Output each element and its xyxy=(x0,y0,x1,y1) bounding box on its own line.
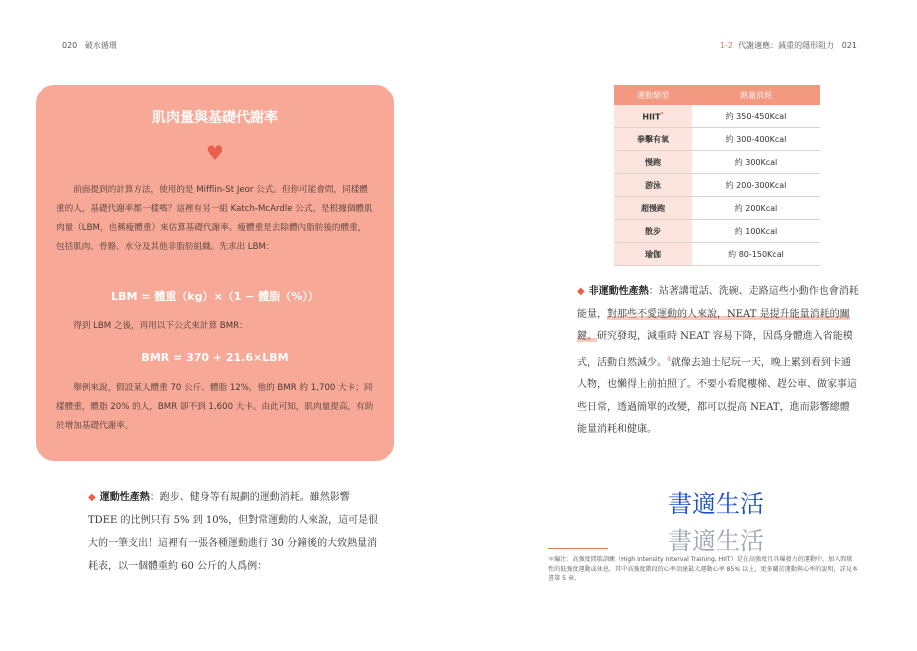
table-row xyxy=(614,151,820,174)
chapter-title: 代謝適應：減重的隱形阻力 xyxy=(738,41,835,50)
lbm-formula: LBM = 體重（kg）×（1 − 體脂（%）） xyxy=(111,290,319,303)
bullet-diamond-icon: ◆ xyxy=(88,492,96,503)
calorie-value: 約 300-400Kcal xyxy=(692,128,820,151)
exercise-type: 瑜伽 xyxy=(614,243,692,266)
exercise-type: 拳擊有氧 xyxy=(614,128,692,151)
exercise-type-label: HIIT xyxy=(642,112,661,122)
table-row xyxy=(614,105,820,128)
box-paragraph-2: 得到 LBM 之後，再用以下公式來計算 BMR： xyxy=(73,321,248,331)
watermark-blue: 書適生活 xyxy=(668,490,764,518)
left-page-number: 020 xyxy=(62,41,78,50)
right-text-b: 研究發現，減重時 NEAT 容易下降，因爲身體進入省能模式，活動自然減少。 xyxy=(577,331,853,368)
calorie-value: 約 350-450Kcal xyxy=(692,105,820,128)
calorie-table xyxy=(614,85,820,266)
exercise-type: 游泳 xyxy=(614,174,692,197)
term-neat: 非運動性產熱 xyxy=(588,286,649,297)
exercise-type: 超慢跑 xyxy=(614,197,692,220)
exercise-type: 散步 xyxy=(614,220,692,243)
footnote-marker: * xyxy=(660,110,664,118)
header-calorie: 熱量消耗 xyxy=(692,85,820,105)
table-row xyxy=(614,128,820,151)
bullet-diamond-icon: ◆ xyxy=(577,286,585,297)
header-exercise-type: 運動類型 xyxy=(614,85,692,105)
watermark-gray: 書適生活 xyxy=(668,527,764,555)
exercise-type: 慢跑 xyxy=(614,151,692,174)
right-text-a: ：站著講電話、洗碗、走路這些小動作也會消耗能量， xyxy=(577,286,859,320)
calorie-value: 約 200Kcal xyxy=(692,197,820,220)
left-book-title: 破水循環 xyxy=(84,41,117,50)
bmr-formula: BMR = 370 + 21.6×LBM xyxy=(141,351,289,364)
term-exercise-thermogenesis: 運動性產熱 xyxy=(99,492,150,503)
box-paragraph-3: 舉例來說，假設某人體重 70 公斤、體脂 12%，他的 BMR 約 1,700 大卡；同樣體重，體脂 20% 的人，BMR 卻不到 1,600 大卡。由此可知，肌肉量提高，有助於增加基礎代謝率。 xyxy=(56,383,374,431)
table-row xyxy=(614,243,820,266)
table-row xyxy=(614,174,820,197)
corner-bl xyxy=(28,453,44,469)
table-row xyxy=(614,197,820,220)
exercise-type xyxy=(614,105,692,128)
left-body-text: ：跑步、健身等有規劃的運動消耗。雖然影響 TDEE 的比例只有 5% 到 10%，但對常運動的人來說，這可是很大的一筆支出！這裡有一張各種運動進行 30 分鐘後的大致熱量消耗表，以一個體重約 60 公斤的人爲例： xyxy=(88,492,379,572)
box-title: 肌肉量與基礎代謝率 xyxy=(152,110,278,126)
box-paragraph-1: 前面提到的計算方法，使用的是 Mifflin-St Jeor 公式。但你可能會問，同樣體重的人，基礎代謝率都一樣嗎？這裡有另一組 Katch-McArdle 公式，是根據個體肌肉量（LBM，也稱瘦體重）來估算基礎代謝率。瘦體重是去除體內脂肪後的體重，包括肌肉、骨骼、水分及其他非脂肪組織。先求出 LBM： xyxy=(56,185,373,252)
left-running-header xyxy=(62,40,117,51)
calorie-value: 約 100Kcal xyxy=(692,220,820,243)
footnote-rule xyxy=(548,548,608,549)
corner-br xyxy=(386,453,402,469)
sidebar-box xyxy=(36,85,394,461)
calorie-value: 約 300Kcal xyxy=(692,151,820,174)
heart-icon: ♥ xyxy=(206,141,224,165)
calorie-value: 約 80-150Kcal xyxy=(692,243,820,266)
citation-marker: 4 xyxy=(667,355,671,363)
right-running-header xyxy=(720,40,857,51)
table-header-row xyxy=(614,85,820,105)
footnote: ＊編注：高強度間歇訓練（High Intensity Interval Training, HIIT）是在高強度且具爆發力的運動中，加入間歇性的低強度運動或休息，其中高強度階段的心率須達最大運動心率 85% 以上，更多關於運動與心率的說明，詳見本書第 5 章。 xyxy=(548,556,858,582)
right-page-number: 021 xyxy=(841,41,857,50)
table-row xyxy=(614,220,820,243)
right-text-c: 就像去迪士尼玩一天，晚上累到看到卡通人物，也懶得上前拍照了。不要小看爬樓梯、趕公車、做家事這些日常，透過簡單的改變，都可以提高 NEAT，進而影響總體能量消耗和健康。 xyxy=(577,356,857,436)
highlighted-sentence: 對那些不愛運動的人來說，NEAT 是提升能量消耗的關鍵。 xyxy=(577,308,850,342)
right-body-paragraph xyxy=(577,281,859,442)
section-number: 1-2 xyxy=(719,41,733,50)
calorie-value: 約 200-300Kcal xyxy=(692,174,820,197)
left-body-paragraph xyxy=(88,486,380,578)
